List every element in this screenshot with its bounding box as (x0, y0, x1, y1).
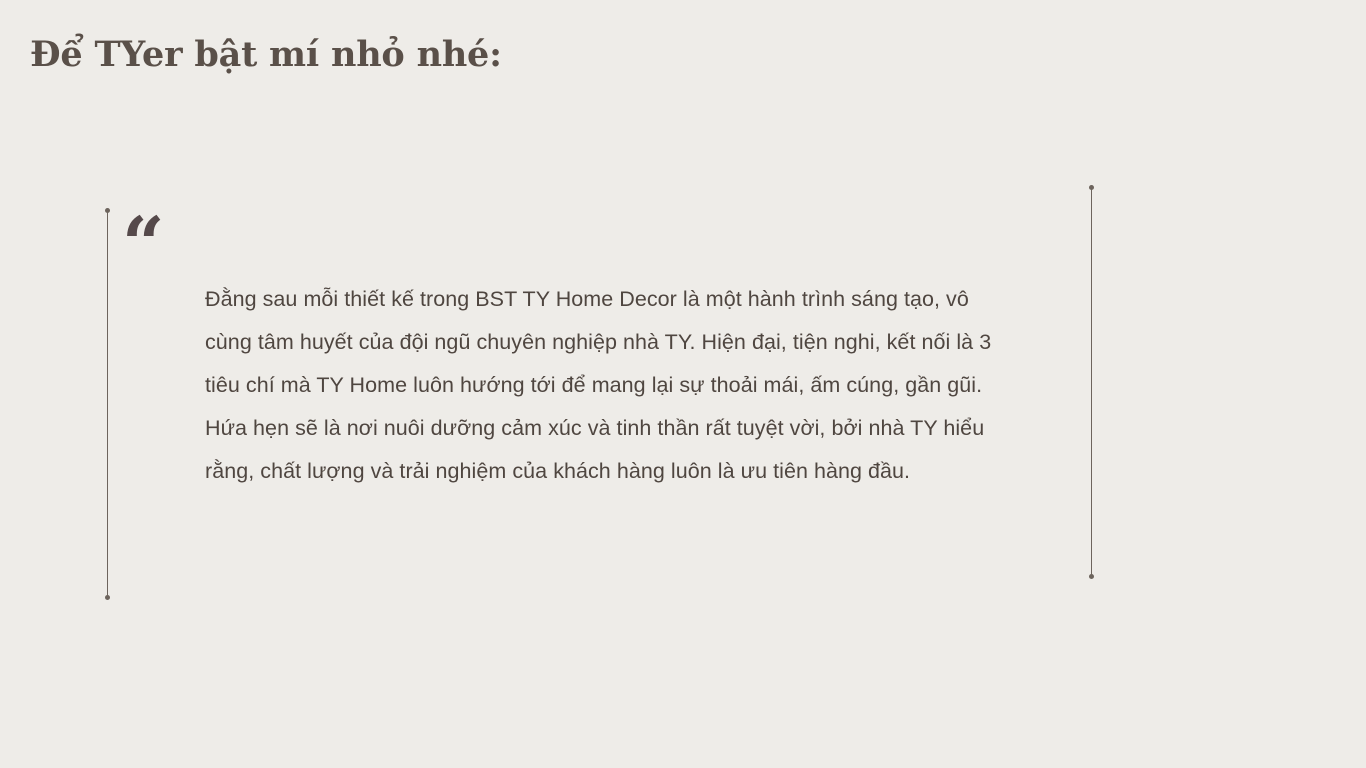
page-title: Để TYer bật mí nhỏ nhé: (30, 34, 502, 75)
quote-right-rule (1091, 187, 1092, 577)
quote-text: Đằng sau mỗi thiết kế trong BST TY Home Decor là một hành trình sáng tạo, vô cùng tâm huyết của đội ngũ chuyên nghiệp nhà TY. Hiện đại, tiện nghi, kết nối là 3 tiêu chí mà TY Home luôn hướng tới để mang lại sự thoải mái, ấm cúng, gần gũi. Hứa hẹn sẽ là nơi nuôi dưỡng cảm xúc và tinh thần rất tuyệt vời, bởi nhà TY hiểu rằng, chất lượng và trải nghiệm của khách hàng luôn là ưu tiên hàng đầu. (205, 287, 992, 483)
quotation-mark-icon: “ (122, 202, 165, 288)
rule-dot-top (105, 208, 110, 213)
rule-dot-bottom (1089, 574, 1094, 579)
quote-left-rule (107, 210, 108, 598)
rule-dot-bottom (105, 595, 110, 600)
quote-block (100, 180, 1110, 620)
rule-dot-top (1089, 185, 1094, 190)
